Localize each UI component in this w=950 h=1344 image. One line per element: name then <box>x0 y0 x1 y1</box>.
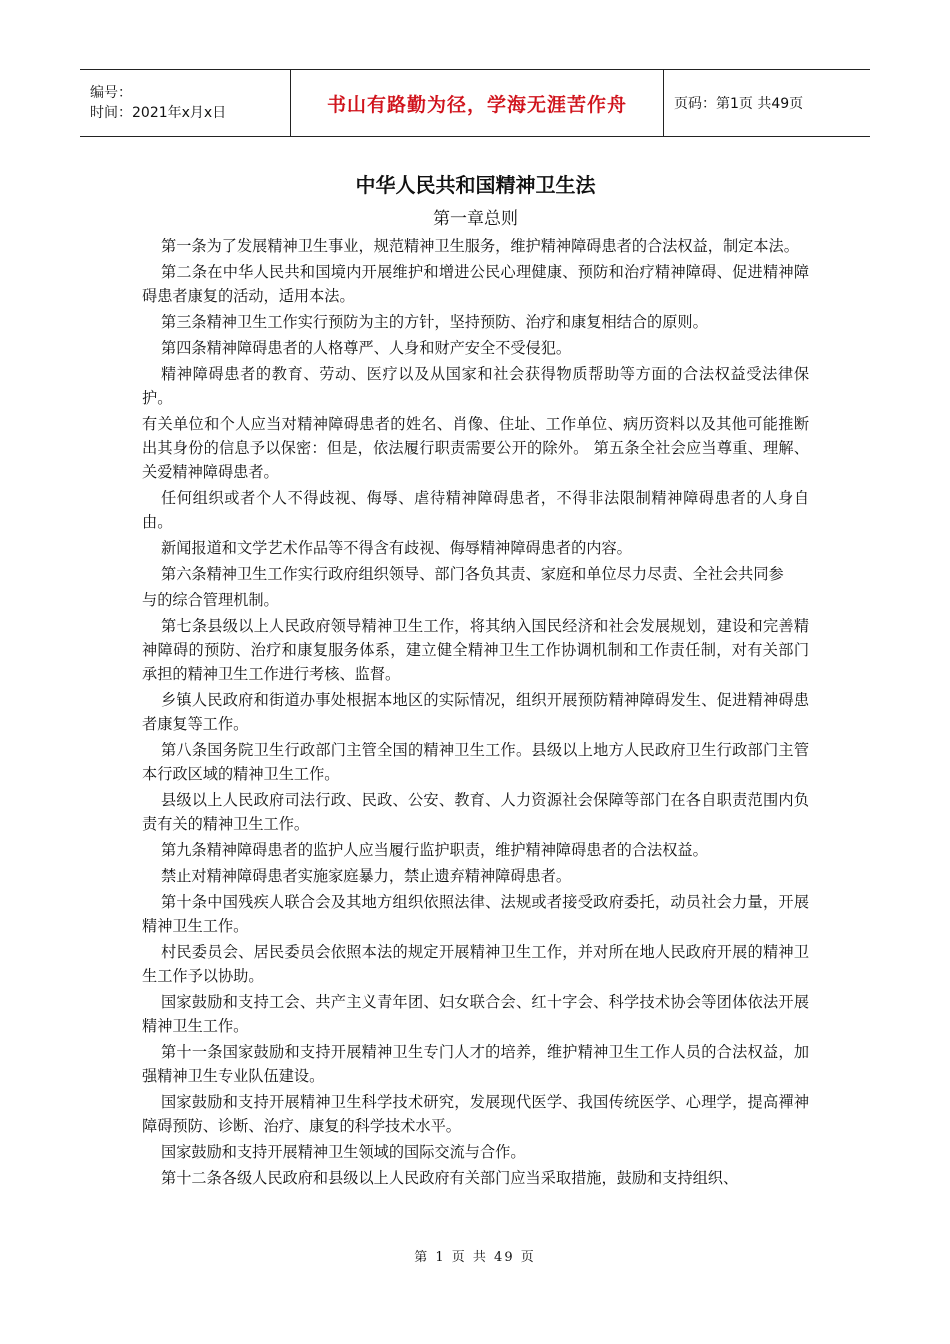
paragraph: 第十一条国家鼓励和支持开展精神卫生专门人才的培养，维护精神卫生工作人员的合法权益，加强精神卫生专业队伍建设。 <box>142 1043 809 1085</box>
number-label: 编号： <box>90 85 132 101</box>
paragraph: 第四条精神障碍患者的人格尊严、人身和财产安全不受侵犯。 <box>161 339 572 357</box>
paragraph: 村民委员会、居民委员会依照本法的规定开展精神卫生工作，并对所在地人民政府开展的精神卫生工作予以协助。 <box>142 943 809 985</box>
header-motto-cell <box>290 70 664 136</box>
paragraph: 禁止对精神障碍患者实施家庭暴力，禁止遗弃精神障碍患者。 <box>161 867 572 885</box>
date-label: 时间：2021年x月x日 <box>90 105 227 121</box>
page-header <box>80 69 870 137</box>
document-title: 中华人民共和国精神卫生法 <box>355 173 596 197</box>
paragraph: 国家鼓励和支持开展精神卫生科学技术研究，发展现代医学、我国传统医学、心理学，提高禪神障碍预防、诊断、治疗、康复的科学技术水平。 <box>142 1093 809 1135</box>
paragraph: 第三条精神卫生工作实行预防为主的方针，坚持预防、治疗和康复相结合的原则。 <box>161 313 708 331</box>
paragraph: 国家鼓励和支持开展精神卫生领域的国际交流与合作。 <box>161 1143 526 1161</box>
paragraph: 县级以上人民政府司法行政、民政、公安、教育、人力资源社会保障等部门在各自职责范围内负责有关的精神卫生工作。 <box>142 791 809 833</box>
paragraph: 第八条国务院卫生行政部门主管全国的精神卫生工作。县级以上地方人民政府卫生行政部门主管本行政区域的精神卫生工作。 <box>142 741 809 783</box>
page-info: 页码：第1页 共49页 <box>674 96 804 112</box>
paragraph: 第一条为了发展精神卫生事业，规范精神卫生服务，维护精神障碍患者的合法权益，制定本法。 <box>161 237 799 255</box>
chapter-heading: 第一章总则 <box>433 209 518 229</box>
paragraph: 精神障碍患者的教育、劳动、医疗以及从国家和社会获得物质帮助等方面的合法权益受法律保护。 <box>142 365 809 407</box>
motto: 书山有路勤为径，学海无涯苦作舟 <box>326 93 627 116</box>
paragraph: 第二条在中华人民共和国境内开展维护和增进公民心理健康、预防和治疗精神障碍、促进精神障碍患者康复的活动，适用本法。 <box>142 263 809 305</box>
paragraph: 第七条县级以上人民政府领导精神卫生工作，将其纳入国民经济和社会发展规划，建设和完善精神障碍的预防、治疗和康复服务体系，建立健全精神卫生工作协调机制和工作责任制，对有关部门承担的精神卫生工作进行考核、监督。 <box>142 617 809 683</box>
paragraph: 乡镇人民政府和街道办事处根据本地区的实际情况，组织开展预防精神障碍发生、促进精神碍患者康复等工作。 <box>142 691 809 733</box>
paragraph: 有关单位和个人应当对精神障碍患者的姓名、肖像、住址、工作单位、病历资料以及其他可能推断出其身份的信息予以保密：但是，依法履行职责需要公开的除外。 第五条全社会应当尊重、理解、关爱精神障碍患者。 <box>142 415 809 481</box>
paragraph: 第九条精神障碍患者的监护人应当履行监护职责，维护精神障碍患者的合法权益。 <box>161 841 708 859</box>
paragraph: 与的综合管理机制。 <box>142 591 279 609</box>
header-meta <box>80 70 290 136</box>
paragraph: 第十二条各级人民政府和县级以上人民政府有关部门应当采取措施，鼓励和支持组织、 <box>161 1169 739 1187</box>
document-body <box>142 170 809 1192</box>
paragraph: 新闻报道和文学艺术作品等不得含有歧视、侮辱精神障碍患者的内容。 <box>161 539 632 557</box>
paragraph: 国家鼓励和支持工会、共产主义青年团、妇女联合会、红十字会、科学技术协会等团体依法开展精神卫生工作。 <box>142 993 809 1035</box>
page-footer: 第 1 页 共 49 页 <box>414 1250 536 1265</box>
header-page-cell <box>664 70 870 136</box>
paragraph: 第十条中国残疾人联合会及其地方组织依照法律、法规或者接受政府委托，动员社会力量，开展精神卫生工作。 <box>142 893 809 935</box>
paragraph: 任何组织或者个人不得歧视、侮辱、虐待精神障碍患者，不得非法限制精神障碍患者的人身自由。 <box>142 489 809 531</box>
paragraph: 第六条精神卫生工作实行政府组织领导、部门各负其责、家庭和单位尽力尽责、全社会共同参 <box>161 565 784 583</box>
